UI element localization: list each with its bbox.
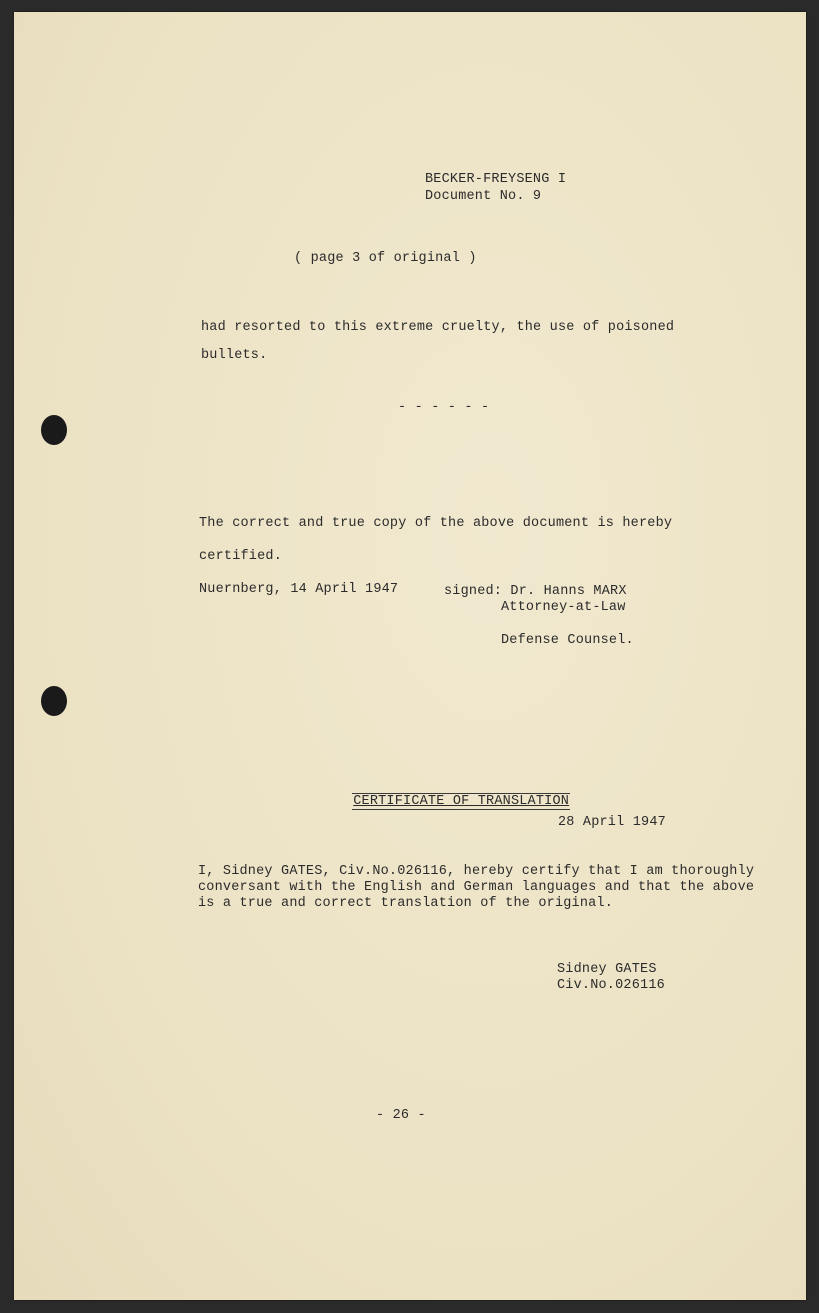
translation-heading-text: CERTIFICATE OF TRANSLATION (353, 794, 570, 809)
body-line-2: bullets. (201, 348, 268, 363)
doc-header-number: Document No. 9 (425, 189, 542, 204)
translator-name: Sidney GATES (557, 962, 657, 977)
punch-hole-bottom (41, 686, 67, 716)
certification-title-counsel: Defense Counsel. (501, 633, 634, 648)
certification-place-date: Nuernberg, 14 April 1947 (199, 582, 399, 597)
translator-civ-number: Civ.No.026116 (557, 978, 665, 993)
translation-date: 28 April 1947 (558, 815, 666, 830)
translation-heading (319, 779, 570, 824)
certification-signature: signed: Dr. Hanns MARX (444, 584, 627, 599)
document-page (14, 12, 806, 1300)
page-reference: ( page 3 of original ) (294, 251, 477, 266)
certification-line-1: The correct and true copy of the above document is hereby (199, 516, 673, 531)
translation-line-3: is a true and correct translation of the original. (198, 896, 614, 911)
doc-header-defendant: BECKER-FREYSENG I (425, 172, 567, 187)
certification-title-attorney: Attorney-at-Law (501, 600, 626, 615)
punch-hole-top (41, 415, 67, 445)
page-number: - 26 - (376, 1108, 426, 1123)
section-separator: - - - - - - (398, 400, 490, 415)
certification-line-2: certified. (199, 549, 283, 564)
body-line-1: had resorted to this extreme cruelty, the use of poisoned (201, 320, 675, 335)
translation-line-2: conversant with the English and German languages and that the above (198, 880, 755, 895)
translation-line-1: I, Sidney GATES, Civ.No.026116, hereby certify that I am thoroughly (198, 864, 755, 879)
